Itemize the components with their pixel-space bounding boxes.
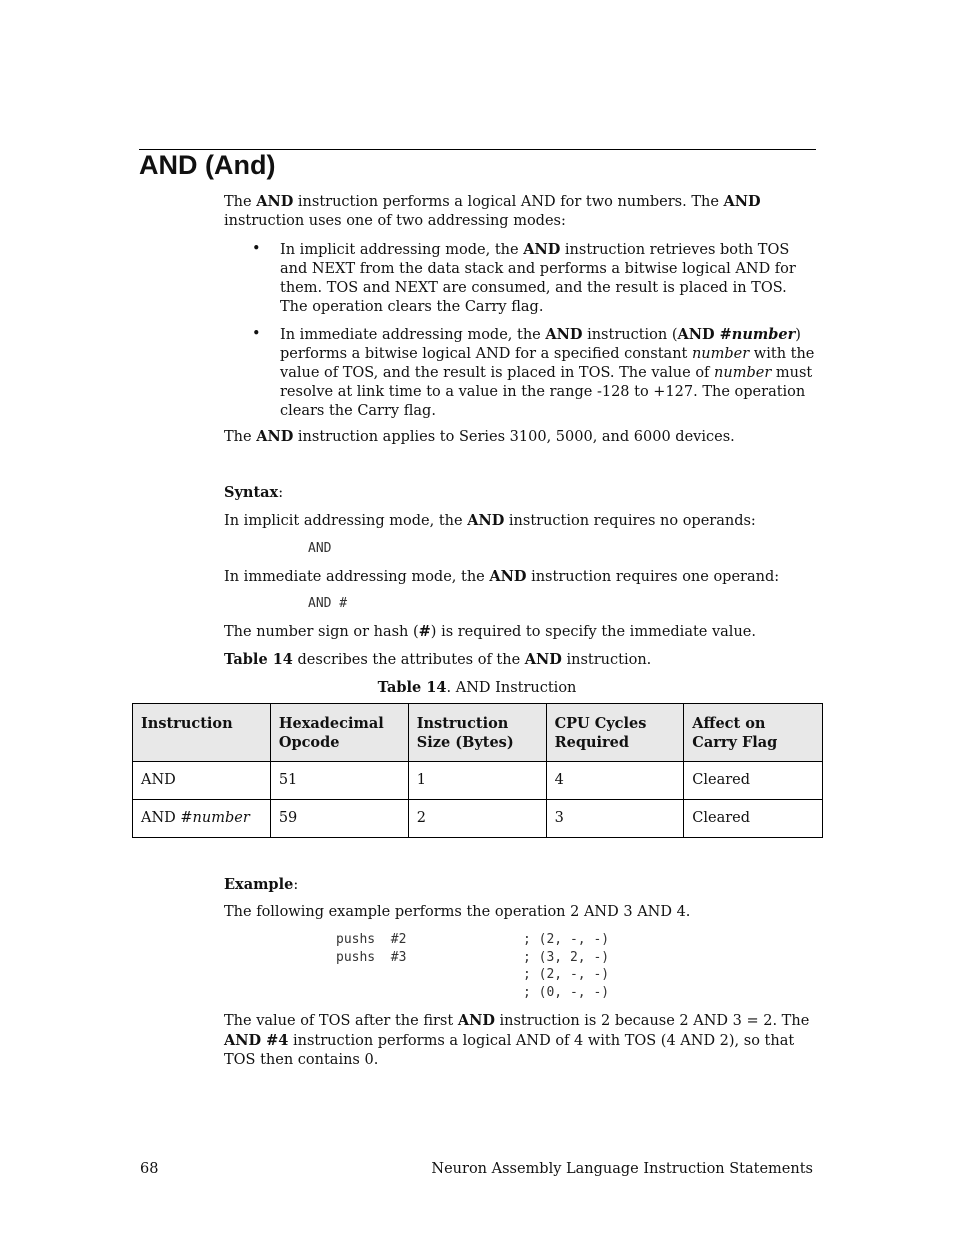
text: In implicit addressing mode, the [224,513,468,529]
code-implicit: AND [308,541,332,556]
text: instruction requires no operands: [504,513,756,529]
code-immediate: AND # [308,596,348,611]
param: number [731,326,796,343]
section-label: Example [224,876,294,893]
text: : [278,485,284,501]
text: instruction applies to Series 3100, 5000, and 6000 devices. [293,429,735,445]
text: instruction is 2 because 2 AND 3 = 2. The [494,1013,810,1029]
syntax-immediate-text [224,567,816,587]
syntax-implicit-text [224,511,816,531]
text: instruction uses one of two addressing modes: [224,213,566,229]
cell-cycles: 3 [546,800,684,838]
result-paragraph [224,1011,816,1070]
header-line: Size (Bytes) [416,734,514,751]
bullet-marker: • [252,326,261,342]
footer-section-title: Neuron Assembly Language Instruction Statements [431,1161,813,1177]
code-comment: ; (0, -, -) [523,985,610,1001]
cell-instruction [133,800,271,838]
header-instruction [133,704,271,762]
text: : [293,877,299,893]
text: with the value of TOS, and the result is placed in TOS. The value of [280,346,815,381]
text: describes the attributes of the [292,652,525,668]
and-instruction-table [132,703,823,838]
table-row [133,762,823,800]
applies-paragraph [224,427,816,447]
cell-cycles: 4 [546,762,684,800]
header-line: Required [554,734,630,751]
text: instruction requires one operand: [526,569,780,585]
keyword: AND [523,241,561,258]
header-line: Hexadecimal [278,715,384,732]
text: must resolve at link time to a value in the range -128 to +127. The operation clears the Carry flag. [280,365,813,419]
cell-opcode: 51 [270,762,408,800]
header-size [408,704,546,762]
keyword: AND [457,1012,495,1029]
keyword: AND [489,568,527,585]
keyword: AND [256,428,294,445]
param: number [192,810,250,826]
hash-note [224,622,816,642]
code-instruction: pushs #3 [336,949,407,965]
header-line: Instruction [416,715,509,732]
keyword: # [418,623,431,640]
text: The value of TOS after the first [224,1013,458,1029]
text: AND # [677,326,732,343]
keyword: AND [545,326,583,343]
text: In immediate addressing mode, the [224,569,490,585]
keyword: AND [524,651,562,668]
page-title: AND (And) [139,150,276,180]
keyword [678,326,796,343]
code-comment: ; (2, -, -) [523,932,610,947]
cell-size: 2 [408,800,546,838]
caption-label: Table 14 [377,679,447,696]
text: AND # [141,810,193,826]
text: instruction performs a logical AND for two numbers. The [293,194,724,210]
table-row [133,800,823,838]
header-line: Instruction [141,715,233,732]
code-comment: ; (2, -, -) [523,967,610,983]
cell-instruction [133,762,271,800]
keyword: AND [256,193,294,210]
keyword: AND [467,512,505,529]
table-link: Table 14 [224,651,293,668]
cell-carry: Cleared [684,800,823,838]
text: instruction retrieves both TOS and NEXT from the data stack and performs a bitwise logical AND for them. TOS and NEXT are consumed, and the result is placed in TOS. The operation clears the Carry flag. [280,242,796,315]
text: The number sign or hash ( [224,624,419,640]
page-number: 68 [140,1161,159,1177]
header-carry [684,704,823,762]
cell-opcode: 59 [270,800,408,838]
header-line: CPU Cycles [554,715,647,732]
section-label: Syntax [224,484,279,501]
param: number [691,346,750,362]
text: ) performs a bitwise logical AND for a specified constant [280,327,801,362]
bullet-marker: • [252,241,261,257]
intro-paragraph [224,192,816,231]
keyword: AND [723,193,761,210]
example-description: The following example performs the operation 2 AND 3 AND 4. [224,904,691,920]
header-line: Carry Flag [692,734,778,751]
header-line: Affect on [692,715,766,732]
text: The [224,429,257,445]
text: In immediate addressing mode, the [280,327,546,343]
text: instruction ( [582,327,678,343]
table-reference [224,650,816,670]
cell-carry: Cleared [684,762,823,800]
header-cycles [546,704,684,762]
header-line: Opcode [278,734,340,751]
param: number [714,365,772,381]
syntax-heading [224,483,816,503]
code-comment: ; (3, 2, -) [523,949,610,965]
table-caption [132,678,822,698]
text: instruction. [561,652,652,668]
text: In implicit addressing mode, the [280,242,524,258]
text: ) is required to specify the immediate value. [430,624,756,640]
text: instruction performs a logical AND of 4 with TOS (4 AND 2), so that TOS then contains 0. [224,1033,795,1068]
text: AND [141,772,176,788]
bullet-implicit-mode [280,240,816,317]
keyword: AND #4 [224,1032,289,1049]
example-heading [224,875,816,895]
caption-text: . AND Instruction [446,680,577,696]
bullet-immediate-mode [280,325,816,421]
cell-size: 1 [408,762,546,800]
code-instruction: pushs #2 [336,932,407,947]
table-header-row [133,704,823,762]
header-opcode [270,704,408,762]
text: The [224,194,257,210]
